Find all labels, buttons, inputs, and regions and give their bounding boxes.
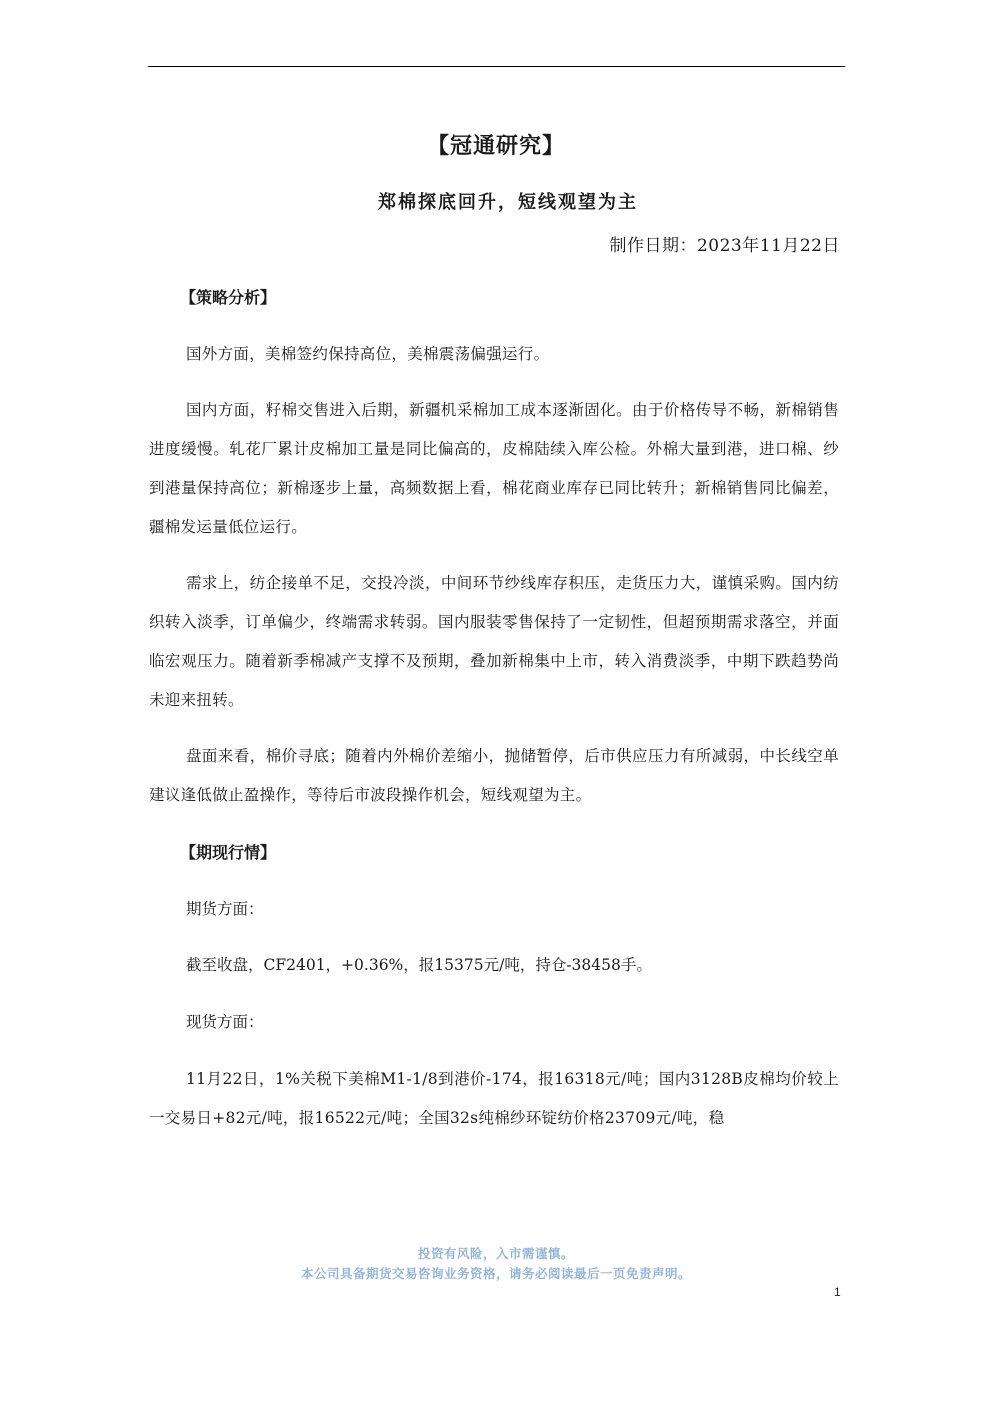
header-rule xyxy=(148,66,845,67)
strategy-paragraph-domestic: 国内方面，籽棉交售进入后期，新疆机采棉加工成本逐渐固化。由于价格传导不畅，新棉销售进度缓慢。轧花厂累计皮棉加工量是同比偏高的，皮棉陆续入库公检。外棉大量到港，进口棉、纱到港量保持高位；新棉逐步上量，高频数据上看，棉花商业库存已同比转升；新棉销售同比偏差，疆棉发运量低位运行。 xyxy=(149,401,839,536)
report-title: 【冠通研究】 xyxy=(426,133,565,159)
futures-label: 期货方面： xyxy=(186,900,264,918)
qualification-notice: 本公司具备期货交易咨询业务资格，请务必阅读最后一页免责声明。 xyxy=(300,1266,691,1281)
strategy-paragraph-overseas: 国外方面，美棉签约保持高位，美棉震荡偏强运行。 xyxy=(186,345,550,363)
strategy-paragraph-outlook: 盘面来看，棉价寻底；随着内外棉价差缩小，抛储暂停，后市供应压力有所减弱，中长线空单建议逢低做止盈操作，等待后市波段操作机会，短线观望为主。 xyxy=(149,747,839,804)
strategy-heading: 【策略分析】 xyxy=(180,288,277,307)
market-heading: 【期现行情】 xyxy=(180,843,277,862)
risk-warning: 投资有风险，入市需谨慎。 xyxy=(417,1246,574,1261)
page-number: 1 xyxy=(834,1285,841,1299)
spot-text: 11月22日，1%关税下美棉M1-1/8到港价-174，报16318元/吨；国内3128B皮棉均价较上一交易日+82元/吨，报16522元/吨；全国32s纯棉纱环锭纺价格23709元/吨，稳 xyxy=(149,1070,839,1127)
futures-text: 截至收盘，CF2401，+0.36%，报15375元/吨，持仓-38458手。 xyxy=(186,956,652,974)
spot-label: 现货方面： xyxy=(186,1013,264,1031)
strategy-paragraph-demand: 需求上，纺企接单不足，交投冷淡，中间环节纱线库存积压，走货压力大，谨慎采购。国内纺织转入淡季，订单偏少，终端需求转弱。国内服装零售保持了一定韧性，但超预期需求落空，并面临宏观压力。随着新季棉减产支撑不及预期，叠加新棉集中上市，转入消费淡季，中期下跌趋势尚未迎来扭转。 xyxy=(149,574,839,709)
report-date: 制作日期：2023年11月22日 xyxy=(609,236,840,256)
report-subtitle: 郑棉探底回升，短线观望为主 xyxy=(378,192,638,213)
